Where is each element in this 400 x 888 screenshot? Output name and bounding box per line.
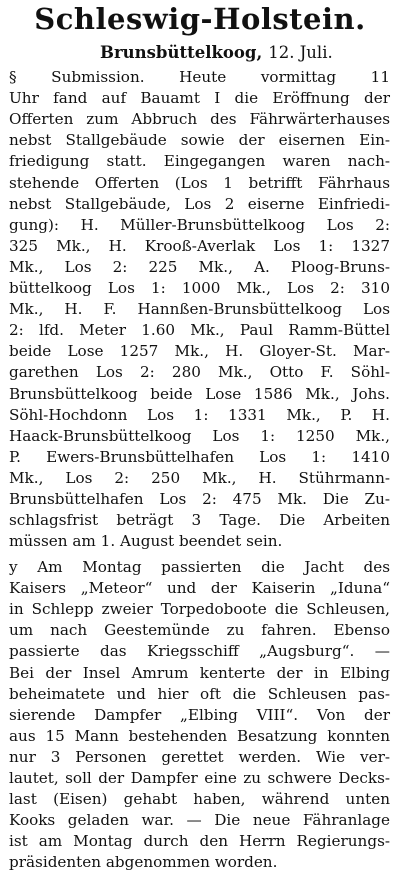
dateline-date: 12. Juli. (268, 43, 333, 62)
text-line: passierte das Kriegsschiff „Augsburg“. — (9, 642, 390, 661)
text-line: nebst Stallgebäude sowie der eisernen Ein- (9, 131, 390, 150)
dateline (100, 42, 333, 63)
text-line: sierende Dampfer „Elbing VIII“. Von der (9, 705, 390, 724)
text-line: beide Lose 1257 Mk., H. Gloyer-St. Mar- (9, 342, 390, 361)
text-line: 325 Mk., H. Krooß-Averlak Los 1: 1327 (9, 236, 390, 255)
text-line: in Schlepp zweier Torpedoboote die Schleusen, (9, 600, 390, 619)
text-line: präsidenten abgenommen worden. (9, 853, 278, 872)
text-line: müssen am 1. August beendet sein. (9, 532, 283, 551)
dateline-place: Brunsbüttelkoog, (100, 43, 263, 62)
text-line: Offerten zum Abbruch des Fährwärterhauses (9, 110, 390, 129)
text-line: Haack-Brunsbüttelkoog Los 1: 1250 Mk., (9, 426, 390, 445)
text-line: aus 15 Mann bestehenden Besatzung konnten (9, 726, 390, 745)
text-line: gung): H. Müller-Brunsbüttelkoog Los 2: (9, 215, 390, 234)
text-line: Uhr fand auf Bauamt I die Eröffnung der (9, 89, 390, 108)
text-line: Brunsbüttelkoog beide Lose 1586 Mk., Johs. (9, 384, 390, 403)
text-line: Söhl-Hochdonn Los 1: 1331 Mk., P. H. (9, 405, 390, 424)
text-line: Mk., Los 2: 225 Mk., A. Ploog-Bruns- (9, 257, 390, 276)
text-line: beheimatete und hier oft die Schleusen pas- (9, 684, 390, 703)
text-line: Kooks geladen war. — Die neue Fähranlage (9, 811, 390, 830)
text-line: um nach Geestemünde zu fahren. Ebenso (9, 621, 390, 640)
text-line: Mk., H. F. Hannßen-Brunsbüttelkoog Los (9, 300, 390, 319)
text-line: nebst Stallgebäude, Los 2 eiserne Einfriedi- (9, 194, 390, 213)
text-line: stehende Offerten (Los 1 betrifft Fährhaus (9, 173, 390, 192)
text-line: lautet, soll der Dampfer eine zu schwere Decks- (9, 769, 390, 787)
text-line: büttelkoog Los 1: 1000 Mk., Los 2: 310 (9, 279, 390, 297)
text-line: Mk., Los 2: 250 Mk., H. Stührmann- (9, 468, 390, 487)
text-line: y Am Montag passierten die Jacht des (9, 558, 390, 576)
text-line: ist am Montag durch den Herrn Regierungs- (9, 832, 390, 851)
text-line: garethen Los 2: 280 Mk., Otto F. Söhl- (9, 363, 390, 382)
text-line: friedigung statt. Eingegangen waren nach- (9, 152, 390, 171)
text-line: nur 3 Personen gerettet werden. Wie ver- (9, 747, 390, 766)
text-line: P. Ewers-Brunsbüttelhafen Los 1: 1410 (9, 447, 390, 466)
text-line: 2: lfd. Meter 1.60 Mk., Paul Ramm-Büttel (9, 321, 390, 340)
text-line: Brunsbüttelhafen Los 2: 475 Mk. Die Zu- (9, 490, 390, 508)
text-line: last (Eisen) gehabt haben, während unten (9, 790, 390, 809)
text-line: schlagsfrist beträgt 3 Tage. Die Arbeiten (9, 511, 390, 530)
text-line: Bei der Insel Amrum kenterte der in Elbing (9, 663, 390, 682)
section-heading: Schleswig-Holstein. (34, 2, 366, 36)
text-line: § Submission. Heute vormittag 11 (9, 68, 390, 86)
text-line: Kaisers „Meteor“ und der Kaiserin „Iduna“ (9, 579, 390, 598)
